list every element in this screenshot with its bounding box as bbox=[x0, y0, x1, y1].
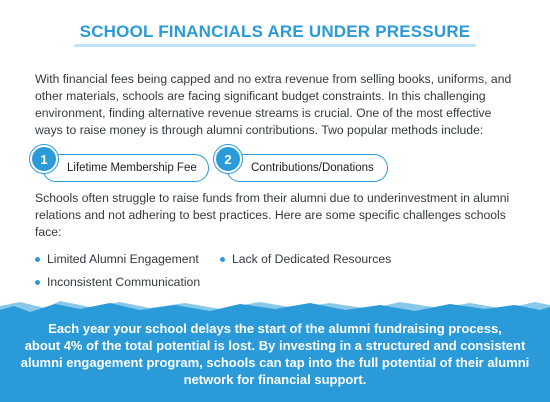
challenges-paragraph: Schools often struggle to raise funds from their alumni due to underinvestment in alumni relations and not adhering to best practices. Here are some specific challenges schools face: bbox=[35, 191, 510, 239]
method-number-2-badge: 2 bbox=[214, 145, 242, 173]
method-label-1: Lifetime Membership Fee bbox=[67, 162, 197, 174]
intro-paragraph: With financial fees being capped and no extra revenue from selling books, uniforms, and other materials, schools are facing significant budget constraints. In this challenging environment, finding alternative revenue streams is crucial. One of the most effective ways to raise money is through alumni contributions. Two popular methods include: bbox=[35, 72, 512, 137]
title-underline bbox=[74, 44, 477, 47]
challenge-item bbox=[220, 252, 391, 266]
challenge-item bbox=[35, 275, 200, 289]
method-label-2: Contributions/Donations bbox=[251, 162, 374, 174]
challenge-label: Limited Alumni Engagement bbox=[47, 252, 199, 266]
callout-line-1: Each year your school delays the start of the alumni fundraising process, bbox=[48, 321, 502, 336]
bullet-dot-icon bbox=[35, 280, 40, 285]
challenge-item bbox=[35, 252, 199, 266]
bullet-dot-icon bbox=[35, 257, 40, 262]
challenge-label: Lack of Dedicated Resources bbox=[232, 252, 392, 266]
page-title-text: SCHOOL FINANCIALS ARE UNDER PRESSURE bbox=[79, 22, 471, 41]
method-number-1-badge: 1 bbox=[30, 145, 58, 173]
challenge-label: Inconsistent Communication bbox=[47, 275, 201, 289]
bullet-dot-icon bbox=[220, 257, 225, 262]
title-container bbox=[0, 22, 550, 45]
page-title bbox=[72, 22, 479, 45]
callout-text bbox=[20, 320, 530, 388]
callout-rest: of the total potential is lost. By investing in a structured and consistent alumni engagement program, schools can tap into the full potential of their alumni network for financial support. bbox=[20, 338, 530, 387]
method-pill-2 bbox=[226, 154, 388, 182]
callout-banner bbox=[0, 300, 550, 402]
callout-highlight: about 4% bbox=[24, 338, 83, 353]
method-pill-1 bbox=[42, 154, 209, 182]
